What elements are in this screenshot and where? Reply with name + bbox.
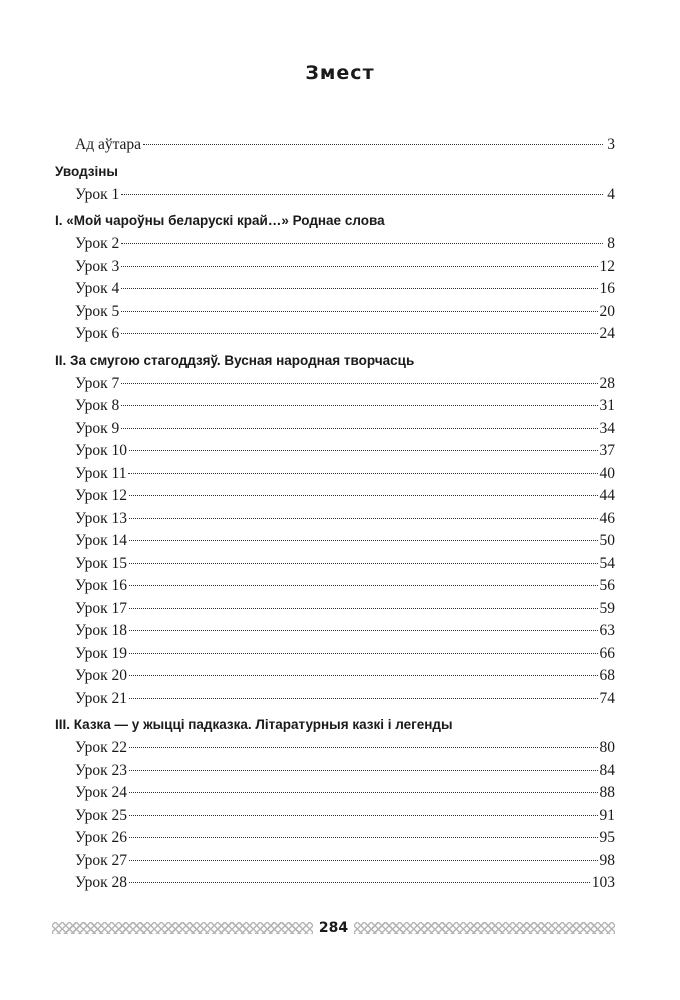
dot-leader — [129, 450, 597, 451]
toc-entry[interactable] — [55, 508, 615, 531]
toc-entry[interactable] — [55, 620, 615, 643]
toc-entry[interactable] — [55, 530, 615, 553]
toc-entry-label: Урок 15 — [75, 554, 128, 572]
toc-entry-page: 84 — [599, 761, 615, 779]
dot-leader — [129, 518, 597, 519]
dot-leader — [129, 495, 597, 496]
footer-ornament-left — [52, 922, 313, 934]
toc-entry-page: 103 — [591, 874, 615, 891]
toc-entry-page: 91 — [599, 806, 615, 824]
toc-entry-page: 3 — [607, 136, 615, 153]
toc-entry[interactable] — [55, 643, 615, 666]
section-heading: II. За смугою стагоддзяў. Вусная народная творчасць — [55, 352, 415, 368]
page-footer — [52, 918, 615, 938]
toc-entry-label: Ад аўтара — [75, 136, 142, 153]
toc-entry-page: 46 — [599, 509, 615, 527]
toc-entry-label: Урок 14 — [75, 532, 128, 549]
dot-leader — [121, 383, 597, 384]
toc-entry-page: 59 — [599, 599, 615, 617]
toc-entry[interactable] — [55, 782, 615, 805]
toc-entry-page: 12 — [599, 257, 615, 275]
dot-leader — [121, 405, 597, 406]
toc-entry-page: 56 — [599, 577, 615, 594]
toc-entry[interactable] — [55, 553, 615, 576]
toc-entry-page: 40 — [599, 464, 615, 482]
toc-entry[interactable] — [55, 440, 615, 463]
toc-entry-label: Урок 5 — [75, 302, 120, 320]
toc-entry-label: Урок 4 — [75, 280, 120, 297]
toc-entry[interactable] — [55, 665, 615, 688]
dot-leader — [128, 473, 597, 474]
toc-entry[interactable] — [55, 395, 615, 418]
toc-entry[interactable] — [55, 575, 615, 598]
toc-entry-page: 20 — [599, 302, 615, 320]
toc-entry[interactable] — [55, 598, 615, 621]
dot-leader — [129, 747, 597, 748]
toc-entry-label: Урок 26 — [75, 829, 128, 846]
toc-entry-page: 88 — [599, 784, 615, 801]
toc-entry[interactable] — [55, 418, 615, 441]
toc-entry-label: Урок 3 — [75, 257, 120, 275]
dot-leader — [129, 815, 597, 816]
toc-entry-page: 80 — [599, 739, 615, 756]
toc-entry-label: Урок 11 — [75, 464, 127, 482]
toc-entry-intro[interactable] — [55, 134, 615, 157]
toc-entry-label: Урок 2 — [75, 235, 120, 252]
toc-entry[interactable] — [55, 688, 615, 711]
toc-entry-label: Урок 19 — [75, 644, 128, 662]
toc-entry[interactable] — [55, 184, 615, 207]
toc-entry-label: Урок 12 — [75, 487, 128, 504]
page-title: Змест — [305, 62, 375, 84]
toc-entry[interactable] — [55, 278, 615, 301]
toc-entry-label: Урок 22 — [75, 739, 128, 756]
toc-entry-page: 44 — [599, 487, 615, 504]
toc-entry-label: Урок 8 — [75, 397, 120, 414]
toc-entry-page: 31 — [599, 397, 615, 414]
toc-entry-page: 66 — [599, 644, 615, 662]
dot-leader — [129, 585, 597, 586]
dot-leader — [129, 608, 597, 609]
toc-entry-label: Урок 9 — [75, 419, 120, 437]
toc-entry-label: Урок 13 — [75, 509, 128, 527]
toc-entry-page: 34 — [599, 419, 615, 437]
dot-leader — [129, 698, 597, 699]
dot-leader — [121, 194, 603, 195]
dot-leader — [121, 266, 597, 267]
toc-entry-label: Урок 24 — [75, 784, 128, 801]
toc-entry-label: Урок 16 — [75, 577, 128, 594]
dot-leader — [129, 563, 597, 564]
toc-entry-label: Урок 1 — [75, 185, 120, 203]
toc-entry[interactable] — [55, 805, 615, 828]
dot-leader — [129, 860, 597, 861]
toc-entry-page: 16 — [599, 280, 615, 297]
toc-entry[interactable] — [55, 485, 615, 508]
toc-entry[interactable] — [55, 737, 615, 760]
dot-leader — [129, 675, 597, 676]
toc-entry-label: Урок 21 — [75, 689, 128, 707]
dot-leader — [129, 540, 597, 541]
toc-entry-page: 95 — [599, 829, 615, 846]
dot-leader — [121, 333, 597, 334]
page-number: 284 — [318, 920, 349, 936]
toc-entry-page: 28 — [599, 374, 615, 392]
dot-leader — [129, 770, 597, 771]
toc-entry-page: 8 — [607, 235, 615, 252]
toc-entry[interactable] — [55, 301, 615, 324]
dot-leader — [129, 882, 590, 883]
toc-entry[interactable] — [55, 872, 615, 895]
toc-entry[interactable] — [55, 827, 615, 850]
toc-entry[interactable] — [55, 850, 615, 873]
toc-entry-label: Урок 7 — [75, 374, 120, 392]
toc-entry-label: Урок 20 — [75, 667, 128, 684]
toc-entry[interactable] — [55, 463, 615, 486]
dot-leader — [121, 243, 603, 244]
dot-leader — [129, 630, 597, 631]
dot-leader — [121, 288, 597, 289]
toc-entry-label: Урок 10 — [75, 442, 128, 459]
toc-entry-label: Урок 23 — [75, 761, 128, 779]
dot-leader — [143, 144, 603, 145]
toc-entry-page: 4 — [607, 185, 615, 203]
toc-entry-label: Урок 6 — [75, 325, 120, 342]
toc-entry-label: Урок 25 — [75, 806, 128, 824]
toc-entry-page: 68 — [599, 667, 615, 684]
toc-entry[interactable] — [55, 373, 615, 396]
dot-leader — [129, 653, 597, 654]
toc-entry[interactable] — [55, 760, 615, 783]
dot-leader — [129, 792, 597, 793]
toc-entry-page: 74 — [599, 689, 615, 707]
toc-entry-label: Урок 17 — [75, 599, 128, 617]
toc-entry-page: 63 — [599, 622, 615, 639]
dot-leader — [121, 428, 597, 429]
footer-ornament-right — [354, 922, 615, 934]
toc-entry[interactable] — [55, 256, 615, 279]
toc-entry-page: 98 — [599, 851, 615, 869]
toc-entry-page: 37 — [599, 442, 615, 459]
toc-entry-page: 54 — [599, 554, 615, 572]
toc-entry-label: Урок 27 — [75, 851, 128, 869]
dot-leader — [129, 837, 597, 838]
section-heading: I. «Мой чароўны беларускі край…» Роднае слова — [55, 213, 385, 228]
dot-leader — [121, 311, 597, 312]
toc-entry-page: 50 — [599, 532, 615, 549]
table-of-contents — [55, 134, 615, 895]
toc-entry[interactable] — [55, 323, 615, 346]
toc-entry-label: Урок 28 — [75, 874, 128, 891]
toc-entry-label: Урок 18 — [75, 622, 128, 639]
toc-entry-page: 24 — [599, 325, 615, 342]
toc-entry[interactable] — [55, 233, 615, 256]
section-heading: Уводзіны — [55, 163, 118, 179]
section-heading: III. Казка — у жыцці падказка. Літаратурныя казкі і легенды — [55, 717, 453, 732]
